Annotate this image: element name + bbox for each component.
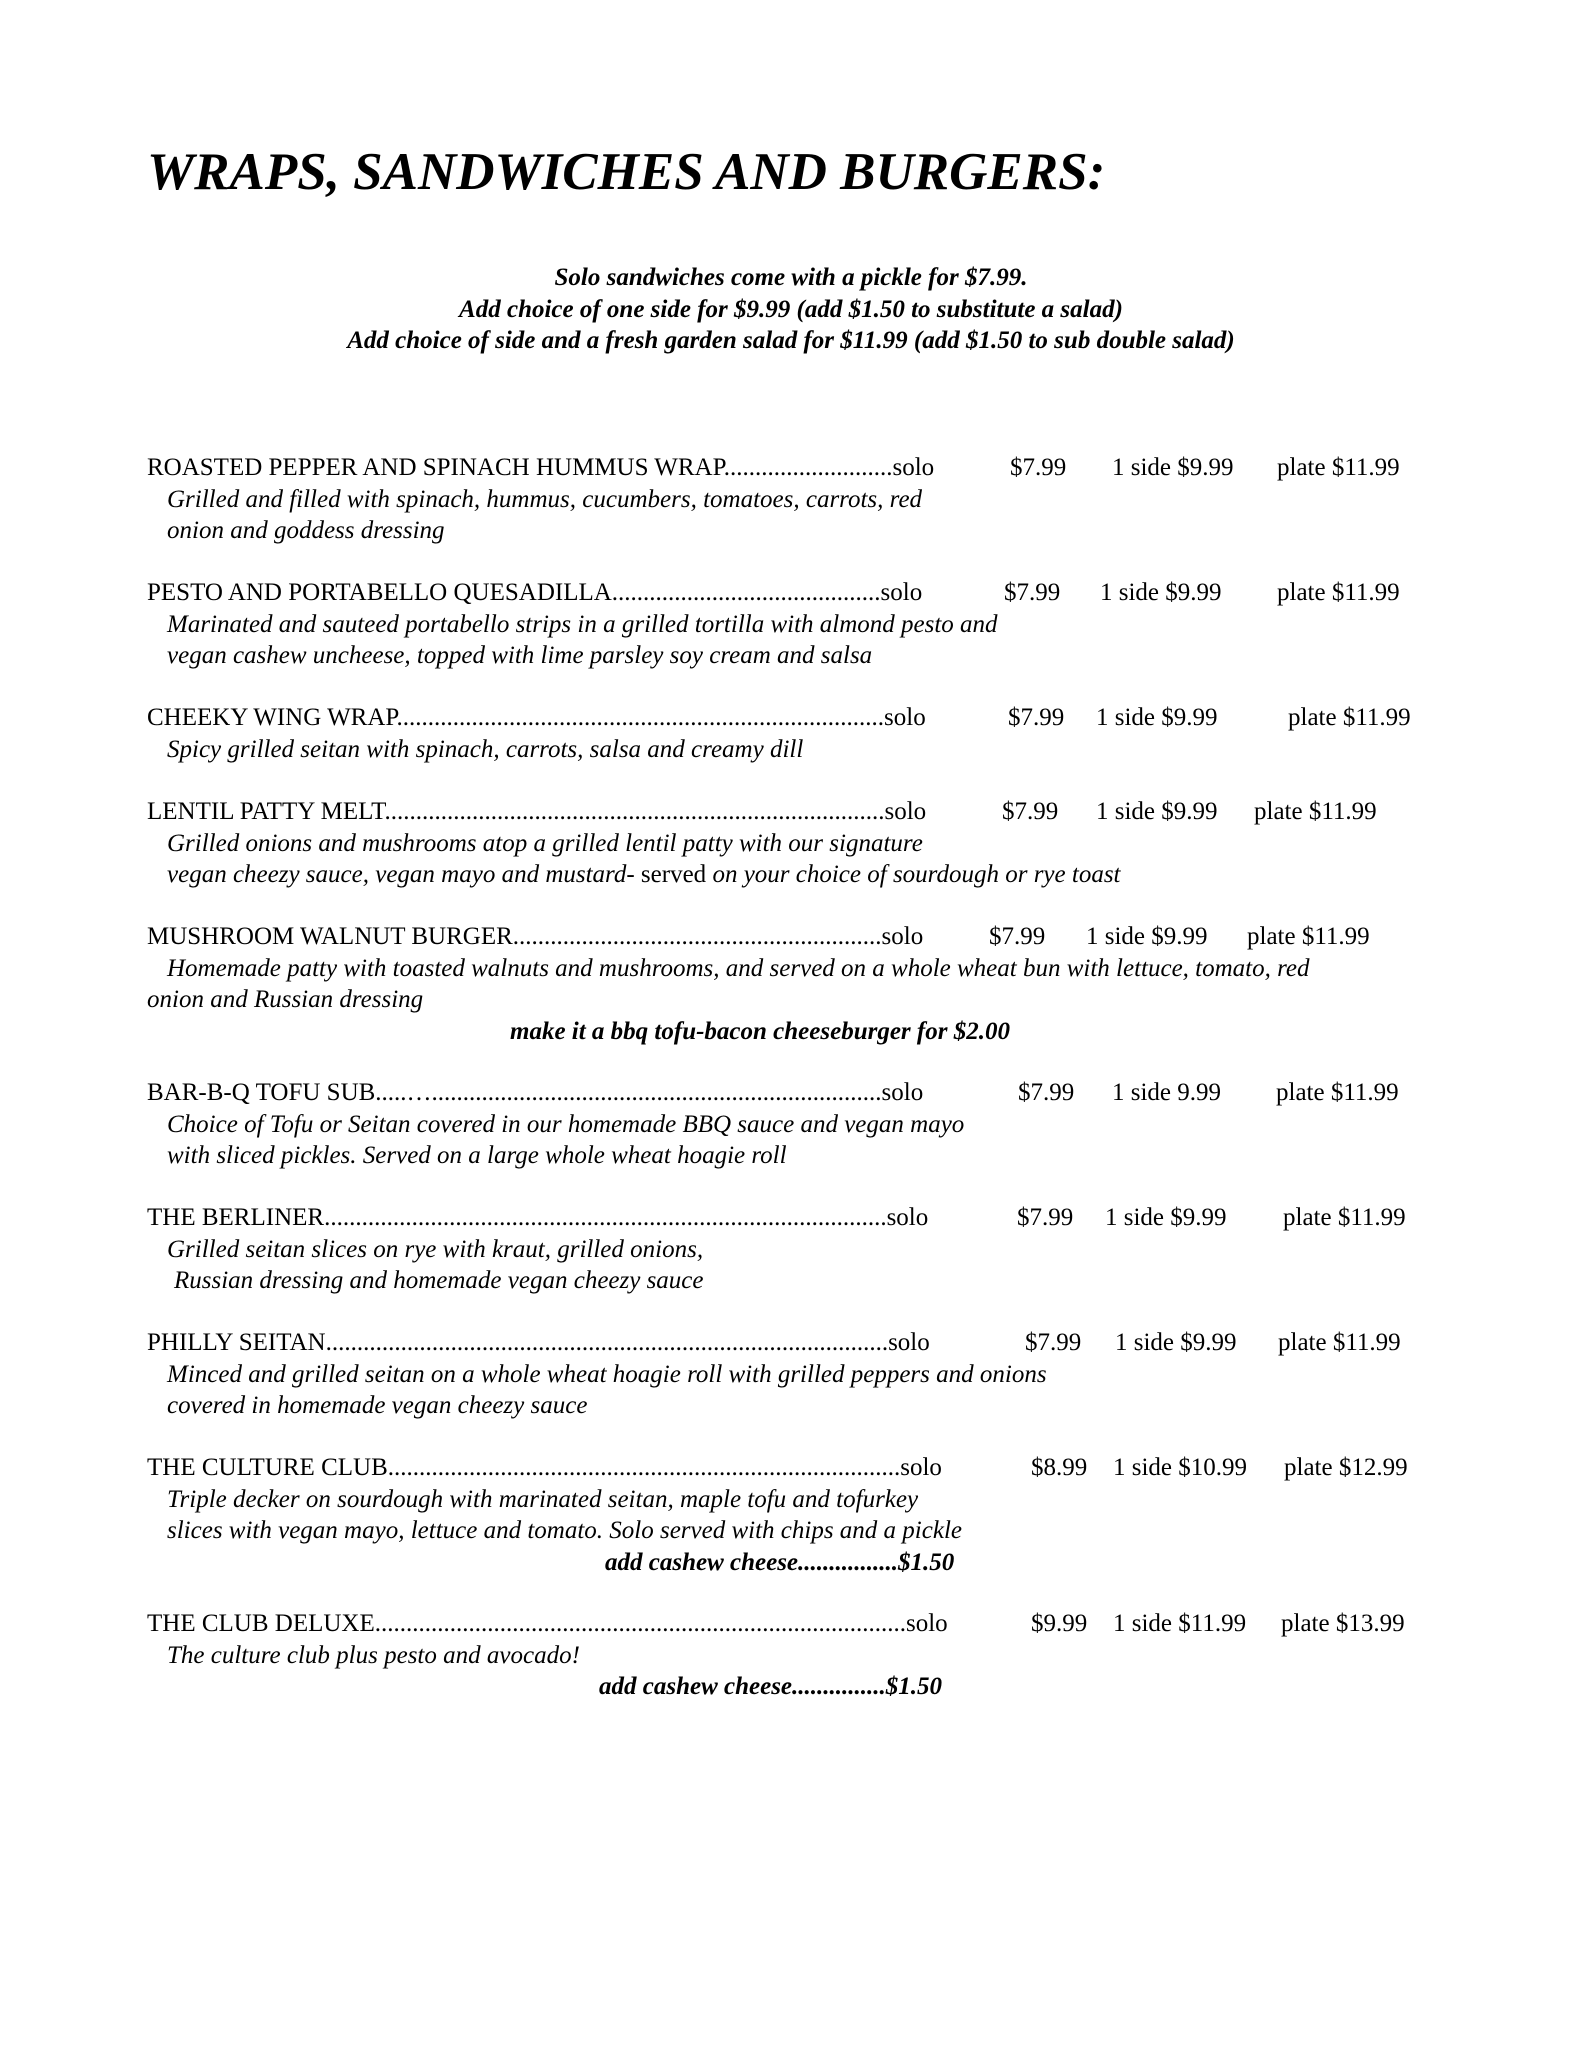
solo-price: $7.99 <box>1017 1204 1074 1231</box>
menu-item-the-culture-club <box>0 1452 1582 1578</box>
item-price-line <box>0 452 1582 484</box>
plate-price: plate $11.99 <box>1283 1204 1406 1231</box>
item-addon-note <box>0 1671 1582 1703</box>
one-side-price: 1 side $11.99 <box>1113 1610 1247 1637</box>
menu-item-lentil-patty-melt <box>0 796 1582 891</box>
item-description: Grilled seitan slices on rye with kraut, grilled onions, <box>167 1235 704 1263</box>
menu-item-roasted-pepper-wrap <box>0 452 1582 547</box>
item-name: ROASTED PEPPER AND SPINACH HUMMUS WRAP...........................solo <box>147 454 935 481</box>
upgrade-note-text: make it a bbq tofu-bacon cheeseburger for $2.00 <box>510 1017 1010 1045</box>
menu-item-philly-seitan <box>0 1327 1582 1422</box>
desc-italic: on your choice of sourdough or rye toast <box>712 861 1121 888</box>
intro-line: Add choice of one side for $9.99 (add $1.50 to substitute a salad) <box>459 295 1123 323</box>
addon-note-text: add cashew cheese................$1.50 <box>605 1548 955 1576</box>
solo-price: $7.99 <box>1018 1079 1075 1106</box>
item-description: Spicy grilled seitan with spinach, carrots, salsa and creamy dill <box>167 735 804 763</box>
item-description: Grilled onions and mushrooms atop a grilled lentil patty with our signature <box>167 829 923 857</box>
item-description: Marinated and sauteed portabello strips in a grilled tortilla with almond pesto and <box>167 610 998 638</box>
menu-item-bbq-tofu-sub <box>0 1077 1582 1172</box>
item-description: Minced and grilled seitan on a whole wheat hoagie roll with grilled peppers and onions <box>167 1360 1047 1388</box>
item-price-line <box>0 702 1582 734</box>
item-name: PHILLY SEITAN..........................................................................................solo <box>147 1329 930 1356</box>
one-side-price: 1 side 9.99 <box>1112 1079 1222 1106</box>
solo-price: $8.99 <box>1031 1454 1088 1481</box>
item-description: Choice of Tofu or Seitan covered in our homemade BBQ sauce and vegan mayo <box>167 1110 965 1138</box>
item-price-line <box>0 1452 1582 1484</box>
item-description: Russian dressing and homemade vegan cheezy sauce <box>174 1267 704 1294</box>
solo-price: $7.99 <box>1025 1329 1082 1356</box>
item-price-line <box>0 921 1582 953</box>
item-name: MUSHROOM WALNUT BURGER...........................................................solo <box>147 923 924 950</box>
one-side-price: 1 side $9.99 <box>1100 579 1222 606</box>
addon-note-text: add cashew cheese...............$1.50 <box>599 1673 943 1700</box>
desc-italic: vegan cheezy sauce, vegan mayo and mustard <box>167 861 627 888</box>
item-upgrade-note <box>0 1016 1582 1048</box>
intro-line: Solo sandwiches come with a pickle for $7.99. <box>554 264 1028 291</box>
menu-item-the-club-deluxe <box>0 1608 1582 1703</box>
solo-price: $9.99 <box>1031 1610 1088 1637</box>
item-description-mixed <box>0 859 1582 891</box>
item-description: The culture club plus pesto and avocado! <box>167 1641 580 1669</box>
item-price-line <box>0 1327 1582 1359</box>
item-name: THE CLUB DELUXE.....................................................................................solo <box>147 1610 948 1637</box>
item-name: PESTO AND PORTABELLO QUESADILLA...........................................solo <box>147 579 923 606</box>
solo-price: $7.99 <box>1010 454 1067 481</box>
intro-line: Add choice of side and a fresh garden salad for $11.99 (add $1.50 to sub double salad) <box>347 327 1235 354</box>
item-price-line <box>0 1608 1582 1640</box>
item-price-line <box>0 1202 1582 1234</box>
item-price-line <box>0 577 1582 609</box>
solo-price: $7.99 <box>1008 704 1065 731</box>
item-name: CHEEKY WING WRAP..............................................................................solo <box>147 704 926 731</box>
item-description: Grilled and filled with spinach, hummus, cucumbers, tomatoes, carrots, red <box>167 485 923 513</box>
plate-price: plate $11.99 <box>1276 1079 1399 1106</box>
one-side-price: 1 side $9.99 <box>1086 923 1208 950</box>
item-description: vegan cashew uncheese, topped with lime parsley soy cream and salsa <box>167 642 873 669</box>
plate-price: plate $13.99 <box>1281 1610 1405 1637</box>
plate-price: plate $11.99 <box>1278 1329 1401 1356</box>
item-description: Triple decker on sourdough with marinated seitan, maple tofu and tofurkey <box>167 1485 919 1513</box>
item-name: THE CULTURE CLUB..................................................................................solo <box>147 1454 942 1481</box>
item-description: slices with vegan mayo, lettuce and tomato. Solo served with chips and a pickle <box>167 1517 962 1544</box>
menu-item-the-berliner <box>0 1202 1582 1297</box>
item-name: LENTIL PATTY MELT................................................................................solo <box>147 798 927 825</box>
plate-price: plate $11.99 <box>1277 454 1400 481</box>
solo-price: $7.99 <box>1004 579 1061 606</box>
item-description: with sliced pickles. Served on a large whole wheat hoagie roll <box>167 1142 787 1169</box>
menu-item-pesto-quesadilla <box>0 577 1582 672</box>
one-side-price: 1 side $10.99 <box>1113 1454 1248 1481</box>
desc-roman: - served <box>626 861 713 888</box>
item-addon-note <box>0 1547 1582 1579</box>
one-side-price: 1 side $9.99 <box>1115 1329 1237 1356</box>
one-side-price: 1 side $9.99 <box>1096 704 1218 731</box>
item-description: onion and goddess dressing <box>167 517 445 544</box>
solo-price: $7.99 <box>989 923 1046 950</box>
item-description: Homemade patty with toasted walnuts and mushrooms, and served on a whole wheat bun with lettuce, tomato, red <box>167 954 1310 982</box>
item-name: BAR-B-Q TOFU SUB.....…........................................................................solo <box>147 1079 924 1106</box>
one-side-price: 1 side $9.99 <box>1112 454 1234 481</box>
menu-item-cheeky-wing-wrap <box>0 702 1582 765</box>
item-description: covered in homemade vegan cheezy sauce <box>167 1392 588 1419</box>
plate-price: plate $12.99 <box>1284 1454 1408 1481</box>
pricing-intro <box>0 262 1582 357</box>
plate-price: plate $11.99 <box>1247 923 1370 950</box>
menu-title: WRAPS, SANDWICHES AND BURGERS: <box>147 143 1106 201</box>
one-side-price: 1 side $9.99 <box>1096 798 1218 825</box>
plate-price: plate $11.99 <box>1277 579 1400 606</box>
solo-price: $7.99 <box>1002 798 1059 825</box>
item-price-line <box>0 796 1582 828</box>
item-price-line <box>0 1077 1582 1109</box>
one-side-price: 1 side $9.99 <box>1105 1204 1227 1231</box>
plate-price: plate $11.99 <box>1288 704 1411 731</box>
item-name: THE BERLINER..........................................................................................solo <box>147 1204 929 1231</box>
plate-price: plate $11.99 <box>1254 798 1377 825</box>
menu-item-mushroom-walnut-burger <box>0 921 1582 1047</box>
item-description: onion and Russian dressing <box>147 986 424 1013</box>
